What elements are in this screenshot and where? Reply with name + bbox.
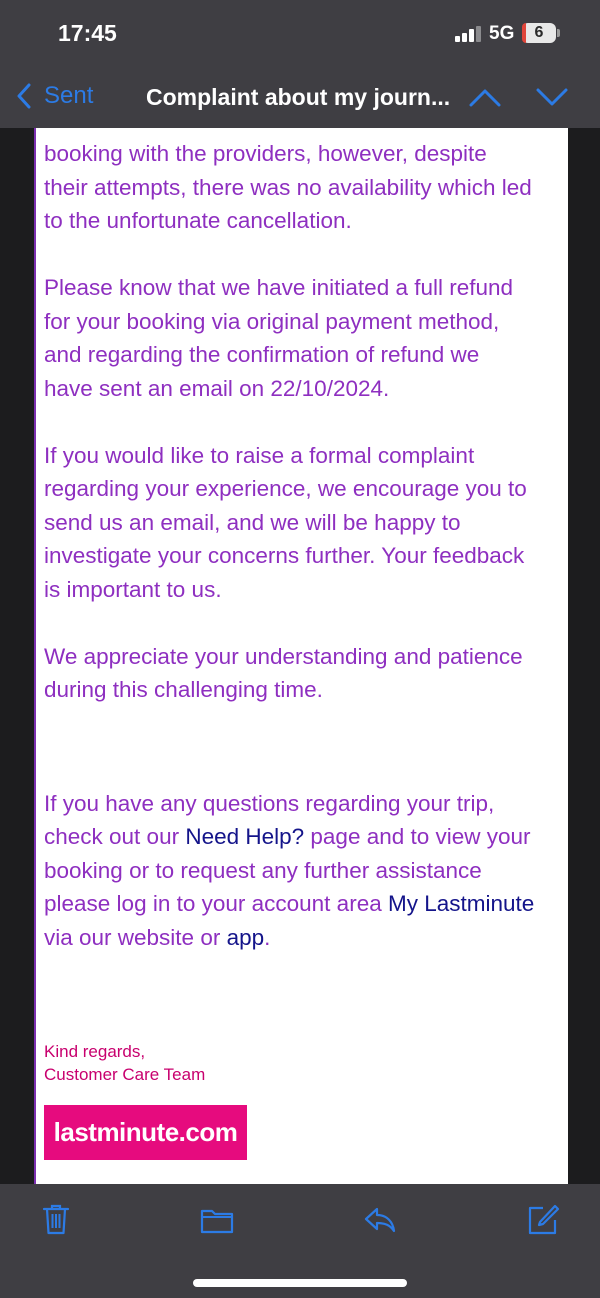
back-label: Sent — [44, 82, 94, 109]
previous-message-button[interactable] — [468, 84, 502, 110]
my-lastminute-link[interactable]: My Lastminute — [387, 891, 535, 916]
battery-icon — [522, 23, 556, 43]
app-link[interactable]: app — [226, 924, 265, 950]
move-to-folder-button[interactable] — [200, 1202, 234, 1236]
chevron-left-icon — [16, 83, 32, 109]
reply-button[interactable] — [363, 1202, 397, 1236]
email-body — [34, 128, 568, 1184]
paragraph-appreciation: We appreciate your understanding and patience during this challenging time. — [44, 643, 523, 702]
email-subject-title: Complaint about my journ... — [146, 84, 451, 110]
next-message-button[interactable] — [535, 84, 569, 110]
lastminute-logo: lastminute.com — [44, 1105, 247, 1160]
status-time: 17:45 — [58, 20, 117, 46]
kind-regards: Kind regards, — [44, 1042, 146, 1061]
need-help-link[interactable]: Need Help? — [185, 824, 305, 849]
back-button[interactable] — [16, 82, 93, 110]
delete-button[interactable] — [39, 1202, 73, 1236]
network-type: 5G — [489, 23, 515, 44]
paragraph-help: If you have any questions regarding your trip, check out our Need Help? page and to view your booking or to request any further assistance please log in to your account area My Lastminute via our website or app. — [44, 790, 535, 950]
reply-icon — [363, 1202, 397, 1236]
chevron-up-icon — [468, 84, 502, 110]
trash-icon — [39, 1202, 73, 1236]
email-message — [44, 128, 564, 988]
home-indicator[interactable] — [193, 1279, 407, 1287]
paragraph-cancellation: booking with the providers, however, despite their attempts, there was no availability which led to the unfortunate cancellation. — [44, 141, 532, 233]
signal-icon — [455, 26, 483, 42]
compose-button[interactable] — [526, 1202, 560, 1236]
team-name: Customer Care Team — [44, 1065, 206, 1084]
battery-level: 6 — [534, 24, 544, 41]
paragraph-refund: Please know that we have initiated a full refund for your booking via original payment method, and regarding the confirmation of refund we have sent an email on 22/10/2024. — [44, 275, 514, 401]
status-bar — [0, 0, 600, 70]
sign-off — [44, 1040, 205, 1086]
compose-icon — [526, 1202, 560, 1236]
chevron-down-icon — [535, 84, 569, 110]
battery-tip — [557, 29, 560, 37]
folder-icon — [200, 1202, 234, 1236]
navigation-bar — [0, 70, 600, 128]
paragraph-complaint: If you would like to raise a formal complaint regarding your experience, we encourage you to send us an email, and we will be happy to investigate your concerns further. Your feedback is important to us. — [44, 442, 527, 602]
